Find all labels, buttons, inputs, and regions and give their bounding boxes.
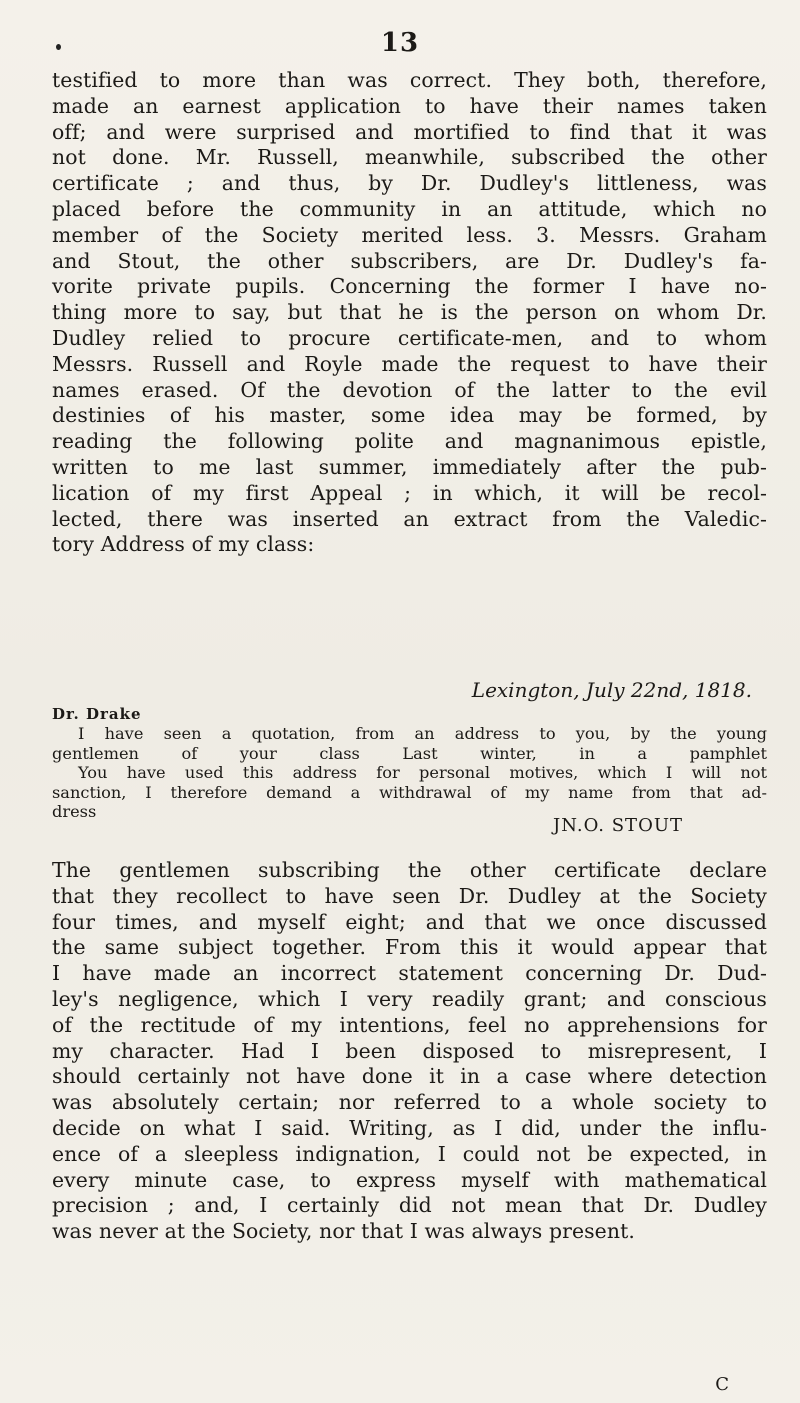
text-line: was absolutely certain; nor referred to a whole society to [52, 1090, 767, 1115]
paragraph-1 [52, 68, 767, 558]
text-line: was never at the Society, nor that I was always present. [52, 1219, 635, 1244]
text-line: placed before the community in an attitude, which no [52, 196, 767, 221]
text-line: certificate ; and thus, by Dr. Dudley's littleness, was [52, 171, 767, 196]
text-line: testified to more than was correct. They both, therefore, [52, 68, 767, 92]
text-line: four times, and myself eight; and that we once discussed [52, 909, 767, 934]
text-line: ley's negligence, which I very readily grant; and conscious [52, 986, 767, 1011]
text-line: gentlemen of your class Last winter, in a pamphlet [52, 743, 767, 763]
letter-body [52, 724, 767, 822]
page-number: 13 [380, 28, 420, 58]
text-line: ence of a sleepless indignation, I could not be expected, in [52, 1141, 767, 1166]
text-line: I have seen a quotation, from an address to you, by the young [78, 724, 767, 743]
text-line: decide on what I said. Writing, as I did, under the influ- [52, 1115, 767, 1140]
text-line: destinies of his master, some idea may be formed, by [52, 403, 767, 428]
letter-signature: JN.O. STOUT [553, 815, 683, 836]
text-line: reading the following polite and magnanimous epistle, [52, 429, 767, 454]
text-line: member of the Society merited less. 3. Messrs. Graham [52, 222, 767, 247]
text-line: that they recollect to have seen Dr. Dudley at the Society [52, 883, 767, 908]
text-line: The gentlemen subscribing the other certificate declare [52, 858, 767, 882]
letter-dateline: Lexington, July 22nd, 1818. [471, 678, 752, 702]
text-line: lication of my first Appeal ; in which, it will be recol- [52, 480, 767, 505]
text-line: names erased. Of the devotion of the latter to the evil [52, 377, 767, 402]
text-line: should certainly not have done it in a case where detection [52, 1064, 767, 1089]
text-line: of the rectitude of my intentions, feel no apprehensions for [52, 1012, 767, 1037]
text-line: made an earnest application to have their names taken [52, 93, 767, 118]
paragraph-2 [52, 858, 767, 1245]
text-line: dress [52, 802, 97, 822]
text-line: every minute case, to express myself with mathematical [52, 1167, 767, 1192]
text-line: not done. Mr. Russell, meanwhile, subscribed the other [52, 145, 767, 170]
text-line: precision ; and, I certainly did not mean that Dr. Dudley [52, 1193, 767, 1218]
signature-mark: C [715, 1374, 729, 1395]
text-line: tory Address of my class: [52, 532, 315, 557]
text-line: the same subject together. From this it would appear that [52, 935, 767, 960]
letter-salutation: Dr. Drake [52, 705, 142, 723]
text-line: written to me last summer, immediately after the pub- [52, 454, 767, 479]
text-line: You have used this address for personal motives, which I will not [78, 763, 767, 783]
text-line: thing more to say, but that he is the person on whom Dr. [52, 300, 767, 325]
text-line: Dudley relied to procure certificate-men, and to whom [52, 325, 767, 350]
text-line: sanction, I therefore demand a withdrawal of my name from that ad- [52, 782, 767, 802]
text-line: lected, there was inserted an extract from the Valedic- [52, 506, 767, 531]
text-line: and Stout, the other subscribers, are Dr. Dudley's fa- [52, 248, 767, 273]
text-line: I have made an incorrect statement concerning Dr. Dud- [52, 961, 767, 986]
text-line: Messrs. Russell and Royle made the request to have their [52, 351, 767, 376]
text-line: vorite private pupils. Concerning the former I have no- [52, 274, 767, 299]
text-line: off; and were surprised and mortified to find that it was [52, 119, 767, 144]
text-line: my character. Had I been disposed to misrepresent, I [52, 1038, 767, 1063]
